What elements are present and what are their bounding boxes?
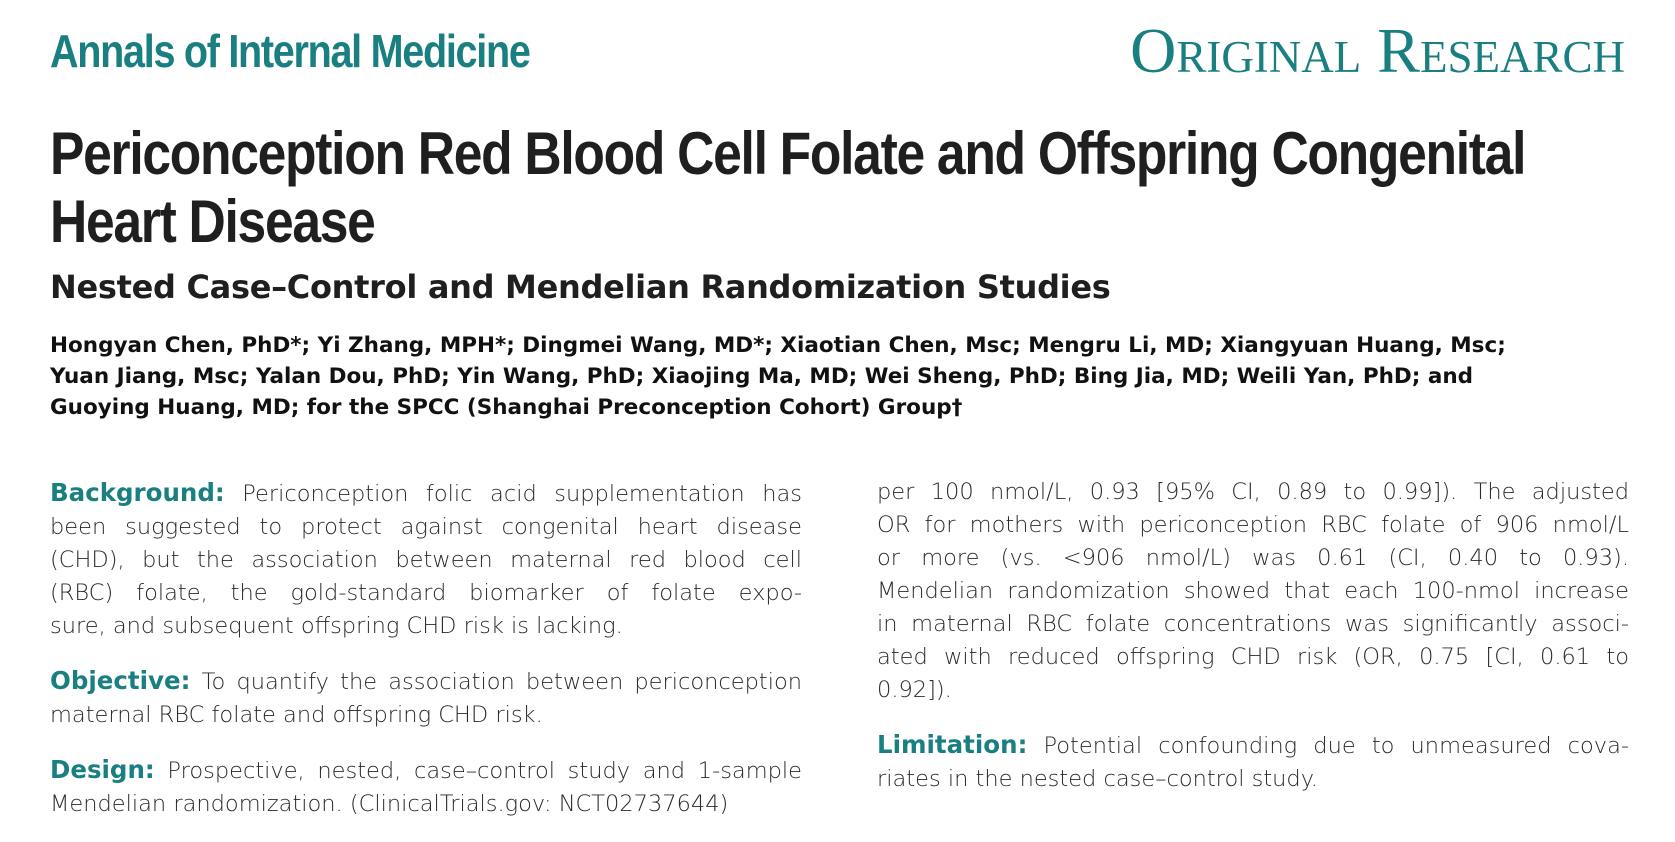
- journal-name: Annals of Internal Medicine: [50, 25, 530, 77]
- section-label-objective: Objective:: [50, 666, 191, 695]
- article-subtitle: Nested Case–Control and Mendelian Randomization Studies: [50, 268, 1111, 306]
- abstract-line: maternal RBC folate and offspring CHD risk.: [50, 702, 543, 728]
- abstract-right-column: [877, 476, 1629, 817]
- section-label-design: Design:: [50, 755, 155, 784]
- author-line: Hongyan Chen, PhD*; Yi Zhang, MPH*; Dingmei Wang, MD*; Xiaotian Chen, Msc; Mengru Li, MD; Xiangyuan Huang, Msc;: [50, 333, 1506, 358]
- abstract-text: Periconception folic acid supplementation has: [224, 481, 802, 507]
- abstract-line: Mendelian randomization. (ClinicalTrials.gov: NCT02737644): [50, 791, 729, 817]
- abstract-line: riates in the nested case–control study.: [877, 766, 1318, 792]
- abstract-line: [50, 476, 802, 511]
- abstract-design: [50, 753, 802, 821]
- abstract-objective: [50, 664, 802, 732]
- author-line: Guoying Huang, MD; for the SPCC (Shanghai Preconception Cohort) Group†: [50, 395, 963, 420]
- article-title: [50, 120, 1526, 256]
- abstract-text: Prospective, nested, case–control study and 1-sample: [154, 758, 802, 784]
- abstract-line: ated with reduced offspring CHD risk (OR, 0.75 [CI, 0.61 to: [877, 644, 1629, 670]
- abstract-line: (CHD), but the association between maternal red blood cell: [50, 547, 802, 573]
- author-list: [50, 330, 1610, 423]
- article-type: Original Research: [1130, 15, 1625, 86]
- abstract-line: OR for mothers with periconception RBC folate of 906 nmol/L: [877, 512, 1629, 538]
- abstract-text: Potential confounding due to unmeasured cova-: [1027, 733, 1629, 759]
- title-line: Heart Disease: [50, 188, 375, 255]
- title-line: Periconception Red Blood Cell Folate and Offspring Congenital: [50, 120, 1526, 187]
- abstract-line: in maternal RBC folate concentrations was significantly associ-: [877, 611, 1629, 637]
- abstract-line: 0.92]).: [877, 677, 952, 703]
- abstract-background: [50, 476, 802, 643]
- author-line: Yuan Jiang, Msc; Yalan Dou, PhD; Yin Wang, PhD; Xiaojing Ma, MD; Wei Sheng, PhD; Bing Jia, MD; Weili Yan, PhD; and: [50, 364, 1474, 389]
- abstract-line: (RBC) folate, the gold-standard biomarker of folate expo-: [50, 580, 802, 606]
- abstract-results-continued: [877, 476, 1629, 707]
- abstract-line: [50, 753, 802, 788]
- section-label-background: Background:: [50, 478, 225, 507]
- abstract-line: [877, 728, 1629, 763]
- abstract-text: To quantify the association between periconception: [190, 669, 802, 695]
- abstract-line: per 100 nmol/L, 0.93 [95% CI, 0.89 to 0.99]). The adjusted: [877, 479, 1629, 505]
- abstract-left-column: [50, 476, 802, 842]
- abstract-line: or more (vs. <906 nmol/L) was 0.61 (CI, 0.40 to 0.93).: [877, 545, 1629, 571]
- abstract-line: [50, 664, 802, 699]
- abstract-line: Mendelian randomization showed that each 100-nmol increase: [877, 578, 1629, 604]
- abstract-line: sure, and subsequent offspring CHD risk is lacking.: [50, 613, 623, 639]
- section-label-limitation: Limitation:: [877, 730, 1028, 759]
- abstract-limitation: [877, 728, 1629, 796]
- abstract-line: been suggested to protect against congenital heart disease: [50, 514, 802, 540]
